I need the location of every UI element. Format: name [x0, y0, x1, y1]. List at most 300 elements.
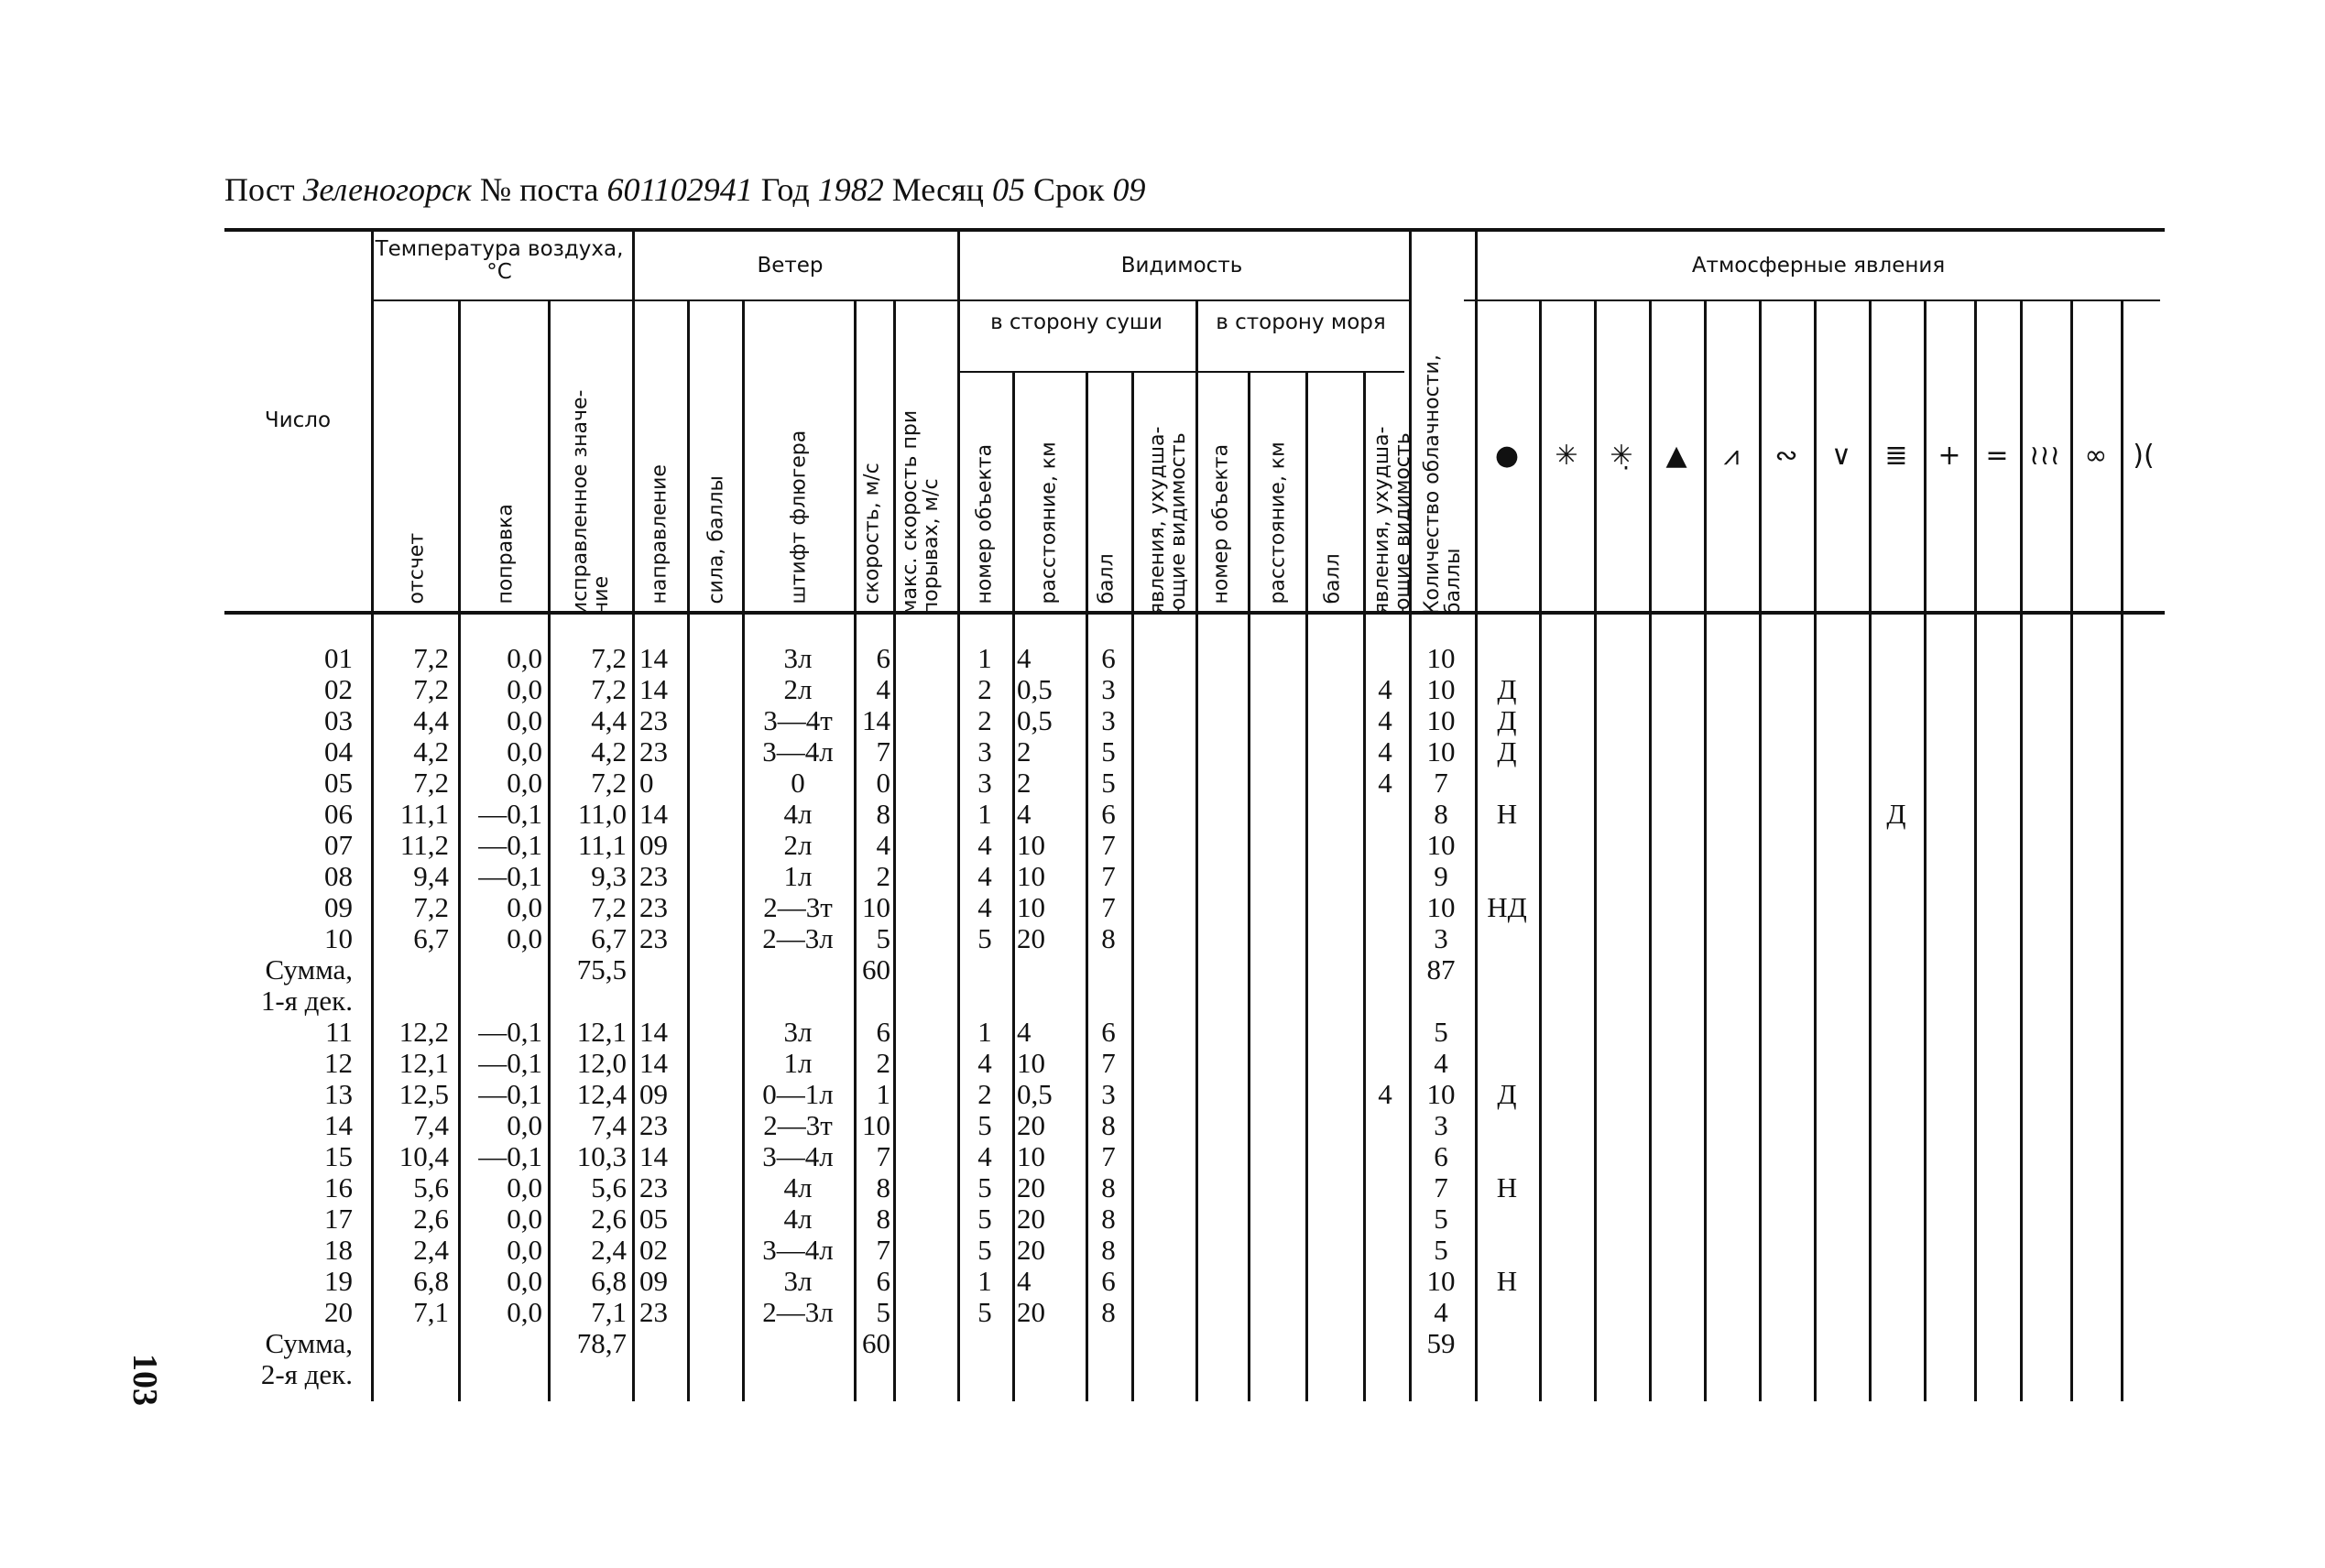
year-value: 1982: [817, 171, 884, 208]
table-cell-corr: 0,0: [507, 1265, 542, 1297]
table-cell-t: 2,4: [413, 1234, 449, 1266]
table-cell-tc: 78,7: [576, 1327, 627, 1359]
table-cell-a0: Д: [1497, 735, 1517, 768]
atm-symbol-icon: ≣: [1884, 440, 1908, 472]
table-cell-spd: 6: [876, 1016, 890, 1048]
header-wind-force: сила, баллы: [704, 475, 728, 604]
table-cell-tc: 12,0: [576, 1047, 627, 1079]
table-cell-lo: 4: [977, 829, 992, 861]
table-cell-corr: —0,1: [478, 1140, 542, 1172]
table-cell-vane: 3—4л: [762, 1234, 834, 1266]
table-cell-a7: Д: [1886, 798, 1906, 830]
table-cell-dir: 23: [639, 1296, 668, 1328]
term-value: 09: [1112, 171, 1146, 208]
table-cell-vane: 3—4л: [762, 1140, 834, 1172]
table-cell-tc: 7,2: [591, 891, 627, 923]
header-wind-speed: скорость, м/с: [860, 463, 884, 604]
header-land-score: балл: [1095, 553, 1119, 604]
table-cell-t: 12,5: [398, 1078, 449, 1110]
table-cell-t: 7,2: [413, 642, 449, 674]
table-cell-t: 7,2: [413, 767, 449, 799]
post-name: Зеленогорск: [302, 171, 472, 208]
atm-symbol-icon: ∨: [1831, 440, 1851, 472]
table-cell-day: 08: [324, 860, 353, 892]
table-cell-ls: 8: [1101, 1296, 1116, 1328]
table-cell-sp: 4: [1378, 673, 1392, 705]
table-cell-corr: 0,0: [507, 1171, 542, 1203]
table-cell-cl: 9: [1434, 860, 1448, 892]
post-number: 601102941: [606, 171, 753, 208]
table-cell-ls: 5: [1101, 767, 1116, 799]
table-cell-ld: 2: [1017, 735, 1032, 768]
table-cell-day: 13: [324, 1078, 353, 1110]
table-cell-lo: 5: [977, 1109, 992, 1141]
column-rule: [687, 299, 690, 1401]
table-cell-ld: 20: [1017, 1234, 1045, 1266]
table-cell-day: 18: [324, 1234, 353, 1266]
table-cell-day: 12: [324, 1047, 353, 1079]
table-cell-tc: 11,0: [577, 798, 627, 830]
table-cell-cl: 10: [1426, 735, 1456, 768]
table-cell-ld: 0,5: [1017, 1078, 1053, 1110]
table-cell-t: 11,1: [399, 798, 449, 830]
table-cell-a0: Н: [1496, 1171, 1518, 1203]
table-cell-day: Сумма,: [265, 953, 353, 985]
table-cell-corr: —0,1: [478, 1016, 542, 1048]
header-wind-vane: штифт флюгера: [787, 430, 811, 604]
table-cell-ls: 7: [1101, 1047, 1116, 1079]
column-rule: [1195, 299, 1198, 1401]
table-cell-dir: 02: [639, 1234, 668, 1266]
table-cell-lo: 3: [977, 735, 992, 768]
table-cell-ld: 0,5: [1017, 704, 1053, 736]
header-sea-object: номер объекта: [1209, 443, 1233, 604]
table-cell-a0: Д: [1497, 704, 1517, 736]
year-label: Год: [760, 171, 810, 208]
table-cell-cl: 3: [1434, 1109, 1448, 1141]
table-cell-day: 09: [324, 891, 353, 923]
table-cell-spd: 2: [876, 860, 890, 892]
caption: [224, 170, 1145, 209]
table-cell-day: 16: [324, 1171, 353, 1203]
table-cell-cl: 7: [1434, 767, 1448, 799]
table-cell-spd: 4: [876, 673, 890, 705]
table-cell-lo: 4: [977, 891, 992, 923]
table-cell-sp: 4: [1378, 1078, 1392, 1110]
table-cell-corr: —0,1: [478, 1047, 542, 1079]
table-cell-spd: 6: [876, 642, 890, 674]
table-cell-corr: —0,1: [478, 798, 542, 830]
table-cell-tc: 4,2: [591, 735, 627, 768]
table-cell-cl: 4: [1434, 1047, 1448, 1079]
table-cell-ld: 10: [1017, 1140, 1045, 1172]
table-cell-spd: 60: [862, 953, 890, 985]
table-cell-tc: 12,1: [576, 1016, 627, 1048]
table-cell-tc: 7,2: [591, 642, 627, 674]
table-cell-t: 12,2: [398, 1016, 449, 1048]
table-cell-cl: 8: [1434, 798, 1448, 830]
table-cell-corr: —0,1: [478, 829, 542, 861]
table-cell-lo: 2: [977, 704, 992, 736]
table-cell-dir: 23: [639, 1109, 668, 1141]
table-cell-dir: 14: [639, 1047, 668, 1079]
table-cell-day: 20: [324, 1296, 353, 1328]
table-cell-tc: 7,1: [591, 1296, 627, 1328]
table-cell-lo: 1: [977, 1016, 992, 1048]
column-rule: [1131, 371, 1134, 1401]
table-cell-spd: 5: [876, 922, 890, 954]
table-cell-corr: 0,0: [507, 1109, 542, 1141]
table-cell-cl: 10: [1426, 891, 1456, 923]
subgroup-rule: [371, 299, 1409, 301]
header-land-object: номер объекта: [973, 443, 997, 604]
header-temperature: Температура воздуха, °С: [375, 237, 624, 285]
table-cell-vane: 3л: [783, 1265, 813, 1297]
table-cell-ls: 8: [1101, 1203, 1116, 1235]
column-rule: [1305, 371, 1308, 1401]
header-wind: Ветер: [757, 254, 824, 278]
table-cell-ls: 7: [1101, 1140, 1116, 1172]
table-cell-tc: 4,4: [591, 704, 627, 736]
table-cell-vane: 4л: [783, 1203, 813, 1235]
table-cell-day: 11: [325, 1016, 353, 1048]
table-cell-a0: Н: [1496, 1265, 1518, 1297]
table-cell-cl: 10: [1426, 1078, 1456, 1110]
table-cell-t: 7,1: [413, 1296, 449, 1328]
table-cell-corr: 0,0: [507, 735, 542, 768]
table-cell-spd: 0: [876, 767, 890, 799]
table-cell-sp: 4: [1378, 767, 1392, 799]
table-cell-dir: 23: [639, 860, 668, 892]
table-cell-ls: 6: [1101, 1016, 1116, 1048]
table-cell-day: 05: [324, 767, 353, 799]
table-cell-day: 03: [324, 704, 353, 736]
table-cell-ld: 20: [1017, 922, 1045, 954]
column-rule: [1012, 371, 1015, 1401]
header-wind-direction: направление: [648, 464, 671, 604]
table-cell-a0: Н: [1496, 798, 1518, 830]
table-cell-ld: 10: [1017, 891, 1045, 923]
column-rule: [1363, 371, 1366, 1401]
table-cell-dir: 09: [639, 1265, 668, 1297]
table-cell-dir: 09: [639, 829, 668, 861]
table-cell-vane: 2—3т: [763, 1109, 833, 1141]
table-cell-cl: 7: [1434, 1171, 1448, 1203]
table-cell-tc: 7,2: [591, 673, 627, 705]
table-cell-day: 07: [324, 829, 353, 861]
table-cell-cl: 5: [1434, 1203, 1448, 1235]
header-vis-sea: в сторону моря: [1216, 310, 1386, 334]
table-cell-a0: НД: [1487, 891, 1527, 923]
table-cell-cl: 10: [1426, 673, 1456, 705]
header-bottom-rule: [224, 611, 2165, 615]
column-rule: [632, 228, 635, 1401]
table-cell-ld: 4: [1017, 798, 1032, 830]
header-temp-correction: поправка: [494, 504, 518, 604]
table-cell-day: Сумма,: [265, 1327, 353, 1359]
table-cell-dir: 14: [639, 642, 668, 674]
table-cell-spd: 7: [876, 1140, 890, 1172]
table-cell-vane: 3—4л: [762, 735, 834, 768]
table-cell-corr: —0,1: [478, 1078, 542, 1110]
table-cell-corr: 0,0: [507, 642, 542, 674]
table-cell-sp: 4: [1378, 704, 1392, 736]
table-cell-vane: 2—3л: [762, 922, 834, 954]
table-cell-ld: 4: [1017, 642, 1032, 674]
table-cell-lo: 4: [977, 860, 992, 892]
table-cell-ls: 7: [1101, 829, 1116, 861]
table-cell-spd: 6: [876, 1265, 890, 1297]
table-cell-corr: 0,0: [507, 891, 542, 923]
month-label: Месяц: [891, 171, 984, 208]
table-cell-lo: 4: [977, 1140, 992, 1172]
table-cell-ls: 3: [1101, 673, 1116, 705]
atm-subgroup-rule: [1464, 299, 2160, 301]
table-cell-tc: 10,3: [576, 1140, 627, 1172]
table-cell-dir: 14: [639, 1016, 668, 1048]
table-cell-t: 2,6: [413, 1203, 449, 1235]
table-cell-cl: 5: [1434, 1234, 1448, 1266]
table-cell-day: 01: [324, 642, 353, 674]
table-cell-vane: 2—3л: [762, 1296, 834, 1328]
table-cell-dir: 23: [639, 891, 668, 923]
table-cell-ld: 20: [1017, 1171, 1045, 1203]
table-cell-ls: 8: [1101, 1234, 1116, 1266]
table-cell-tc: 75,5: [576, 953, 627, 985]
table-cell-tc: 7,2: [591, 767, 627, 799]
table-cell-spd: 10: [862, 891, 890, 923]
table-cell-dir: 23: [639, 922, 668, 954]
header-sea-distance: расстояние, км: [1266, 441, 1290, 604]
table-cell-day: 15: [324, 1140, 353, 1172]
table-cell-lo: 4: [977, 1047, 992, 1079]
header-wind-gust: макс. скорость при порывах, м/с: [898, 409, 943, 615]
table-cell-spd: 7: [876, 735, 890, 768]
column-rule: [893, 299, 896, 1401]
table-top-rule: [224, 228, 2165, 232]
table-cell-ld: 10: [1017, 829, 1045, 861]
table-cell-vane: 4л: [783, 798, 813, 830]
atm-symbol-icon: ✳: [1555, 440, 1578, 472]
table-cell-cl: 5: [1434, 1016, 1448, 1048]
post-label: Пост: [224, 171, 295, 208]
table-cell-dir: 23: [639, 704, 668, 736]
table-cell-t: 5,6: [413, 1171, 449, 1203]
table-cell-t: 6,7: [413, 922, 449, 954]
column-rule: [1248, 371, 1250, 1401]
table-cell-tc: 11,1: [577, 829, 627, 861]
table-cell-cl: 10: [1426, 829, 1456, 861]
atm-symbol-icon: ●: [1494, 440, 1520, 472]
table-cell-lo: 3: [977, 767, 992, 799]
table-cell-t: 4,2: [413, 735, 449, 768]
table-cell-corr: 0,0: [507, 767, 542, 799]
table-cell-cl: 10: [1426, 1265, 1456, 1297]
page-number: 103: [126, 1354, 164, 1406]
table-cell-tc: 9,3: [591, 860, 627, 892]
table-cell-tc: 6,7: [591, 922, 627, 954]
table-cell-t: 11,2: [399, 829, 449, 861]
table-cell-ld: 4: [1017, 1016, 1032, 1048]
table-cell-lo: 5: [977, 1296, 992, 1328]
table-cell-dir: 14: [639, 1140, 668, 1172]
table-cell-spd: 4: [876, 829, 890, 861]
header-land-phenomena: явления, ухудша- ющие видимость: [1145, 426, 1190, 615]
table-cell-cl: 3: [1434, 922, 1448, 954]
header-day: Число: [264, 408, 332, 432]
table-cell-vane: 2—3т: [763, 891, 833, 923]
atm-symbol-icon: ⩘: [1723, 440, 1740, 472]
atm-symbol-icon: ∞: [2084, 440, 2108, 472]
table-cell-spd: 2: [876, 1047, 890, 1079]
table-cell-ls: 6: [1101, 642, 1116, 674]
atm-symbol-icon: +: [1938, 440, 1961, 472]
table-cell-a0: Д: [1497, 1078, 1517, 1110]
table-cell-tc: 5,6: [591, 1171, 627, 1203]
table-cell-cl: 10: [1426, 704, 1456, 736]
table-cell-vane: 1л: [783, 1047, 813, 1079]
table-cell-tc: 2,6: [591, 1203, 627, 1235]
table-cell-vane: 0—1л: [762, 1078, 834, 1110]
table-cell-sp: 4: [1378, 735, 1392, 768]
table-cell-ld: 20: [1017, 1109, 1045, 1141]
table-cell-day: 14: [324, 1109, 353, 1141]
table-cell-lo: 1: [977, 1265, 992, 1297]
table-cell-day: 06: [324, 798, 353, 830]
table-cell-ld: 20: [1017, 1203, 1045, 1235]
table-cell-spd: 8: [876, 1171, 890, 1203]
table-cell-lo: 5: [977, 1234, 992, 1266]
table-cell-day: 02: [324, 673, 353, 705]
table-cell-day: 2-я дек.: [260, 1358, 353, 1390]
table-cell-cl: 10: [1426, 642, 1456, 674]
table-cell-dir: 14: [639, 673, 668, 705]
table-cell-day: 17: [324, 1203, 353, 1235]
table-cell-corr: —0,1: [478, 860, 542, 892]
table-cell-day: 10: [324, 922, 353, 954]
table-cell-t: 12,1: [398, 1047, 449, 1079]
table-cell-spd: 60: [862, 1327, 890, 1359]
table-cell-vane: 3л: [783, 1016, 813, 1048]
table-cell-ls: 3: [1101, 1078, 1116, 1110]
visibility-subgroup-rule: [957, 371, 1404, 373]
term-label: Срок: [1032, 171, 1105, 208]
table-cell-spd: 1: [876, 1078, 890, 1110]
header-cloud-amount: Количество облачности, баллы: [1420, 354, 1465, 615]
table-cell-lo: 1: [977, 642, 992, 674]
table-cell-dir: 0: [639, 767, 654, 799]
table-cell-spd: 7: [876, 1234, 890, 1266]
header-vis-land: в сторону суши: [990, 310, 1162, 334]
table-cell-t: 7,4: [413, 1109, 449, 1141]
table-cell-vane: 2л: [783, 673, 813, 705]
table-cell-corr: 0,0: [507, 704, 542, 736]
atm-symbol-icon: ≀≀≀: [2029, 440, 2060, 472]
table-cell-lo: 5: [977, 922, 992, 954]
table-cell-spd: 10: [862, 1109, 890, 1141]
table-cell-cl: 4: [1434, 1296, 1448, 1328]
table-cell-spd: 8: [876, 798, 890, 830]
table-cell-ld: 10: [1017, 860, 1045, 892]
table-cell-t: 10,4: [398, 1140, 449, 1172]
table-cell-vane: 3л: [783, 642, 813, 674]
table-cell-lo: 5: [977, 1203, 992, 1235]
table-cell-spd: 14: [862, 704, 890, 736]
header-visibility: Видимость: [1120, 254, 1243, 278]
table-cell-vane: 1л: [783, 860, 813, 892]
table-cell-day: 1-я дек.: [260, 985, 353, 1017]
table-cell-ls: 5: [1101, 735, 1116, 768]
header-temp-reading: отсчет: [405, 532, 429, 604]
table-cell-cl: 6: [1434, 1140, 1448, 1172]
table-cell-corr: 0,0: [507, 922, 542, 954]
table-cell-vane: 4л: [783, 1171, 813, 1203]
post-number-label: № поста: [479, 171, 599, 208]
table-cell-vane: 0: [791, 767, 805, 799]
table-cell-t: 7,2: [413, 673, 449, 705]
atm-symbol-icon: =: [1985, 440, 2009, 472]
table-cell-ls: 7: [1101, 860, 1116, 892]
table-cell-cl: 87: [1426, 953, 1456, 985]
table-cell-corr: 0,0: [507, 1296, 542, 1328]
table-cell-tc: 7,4: [591, 1109, 627, 1141]
table-cell-t: 4,4: [413, 704, 449, 736]
table-cell-corr: 0,0: [507, 673, 542, 705]
table-cell-ls: 8: [1101, 922, 1116, 954]
table-cell-vane: 2л: [783, 829, 813, 861]
header-sea-phenomena: явления, ухудша- ющие видимость: [1370, 426, 1414, 615]
table-cell-ld: 4: [1017, 1265, 1032, 1297]
month-value: 05: [991, 171, 1025, 208]
table-cell-tc: 12,4: [576, 1078, 627, 1110]
table-cell-ld: 20: [1017, 1296, 1045, 1328]
table-cell-tc: 6,8: [591, 1265, 627, 1297]
header-land-distance: расстояние, км: [1037, 441, 1061, 604]
table-cell-ld: 0,5: [1017, 673, 1053, 705]
table-cell-t: 9,4: [413, 860, 449, 892]
table-cell-t: 7,2: [413, 891, 449, 923]
table-cell-corr: 0,0: [507, 1203, 542, 1235]
table-cell-ld: 10: [1017, 1047, 1045, 1079]
header-temp-corrected: исправленное значе- ние: [568, 389, 613, 615]
table-cell-dir: 14: [639, 798, 668, 830]
table-cell-ls: 7: [1101, 891, 1116, 923]
header-sea-score: балл: [1321, 553, 1345, 604]
table-cell-ls: 8: [1101, 1171, 1116, 1203]
table-cell-ld: 2: [1017, 767, 1032, 799]
table-cell-spd: 5: [876, 1296, 890, 1328]
table-cell-corr: 0,0: [507, 1234, 542, 1266]
table-cell-spd: 8: [876, 1203, 890, 1235]
table-cell-ls: 8: [1101, 1109, 1116, 1141]
table-cell-dir: 23: [639, 1171, 668, 1203]
table-cell-lo: 2: [977, 1078, 992, 1110]
atm-symbol-icon: ∾: [1774, 440, 1798, 472]
table-cell-vane: 3—4т: [763, 704, 833, 736]
table-cell-t: 6,8: [413, 1265, 449, 1297]
table-cell-a0: Д: [1497, 673, 1517, 705]
table-cell-ls: 6: [1101, 1265, 1116, 1297]
table-cell-ls: 3: [1101, 704, 1116, 736]
header-atm-phenomena: Атмосферные явления: [1691, 254, 1946, 278]
table-cell-lo: 5: [977, 1171, 992, 1203]
table-cell-ls: 6: [1101, 798, 1116, 830]
table-cell-dir: 05: [639, 1203, 668, 1235]
table-cell-tc: 2,4: [591, 1234, 627, 1266]
atm-symbol-icon: ✳̣: [1610, 440, 1633, 472]
atm-symbol-icon: )(: [2133, 440, 2155, 472]
table-cell-dir: 09: [639, 1078, 668, 1110]
